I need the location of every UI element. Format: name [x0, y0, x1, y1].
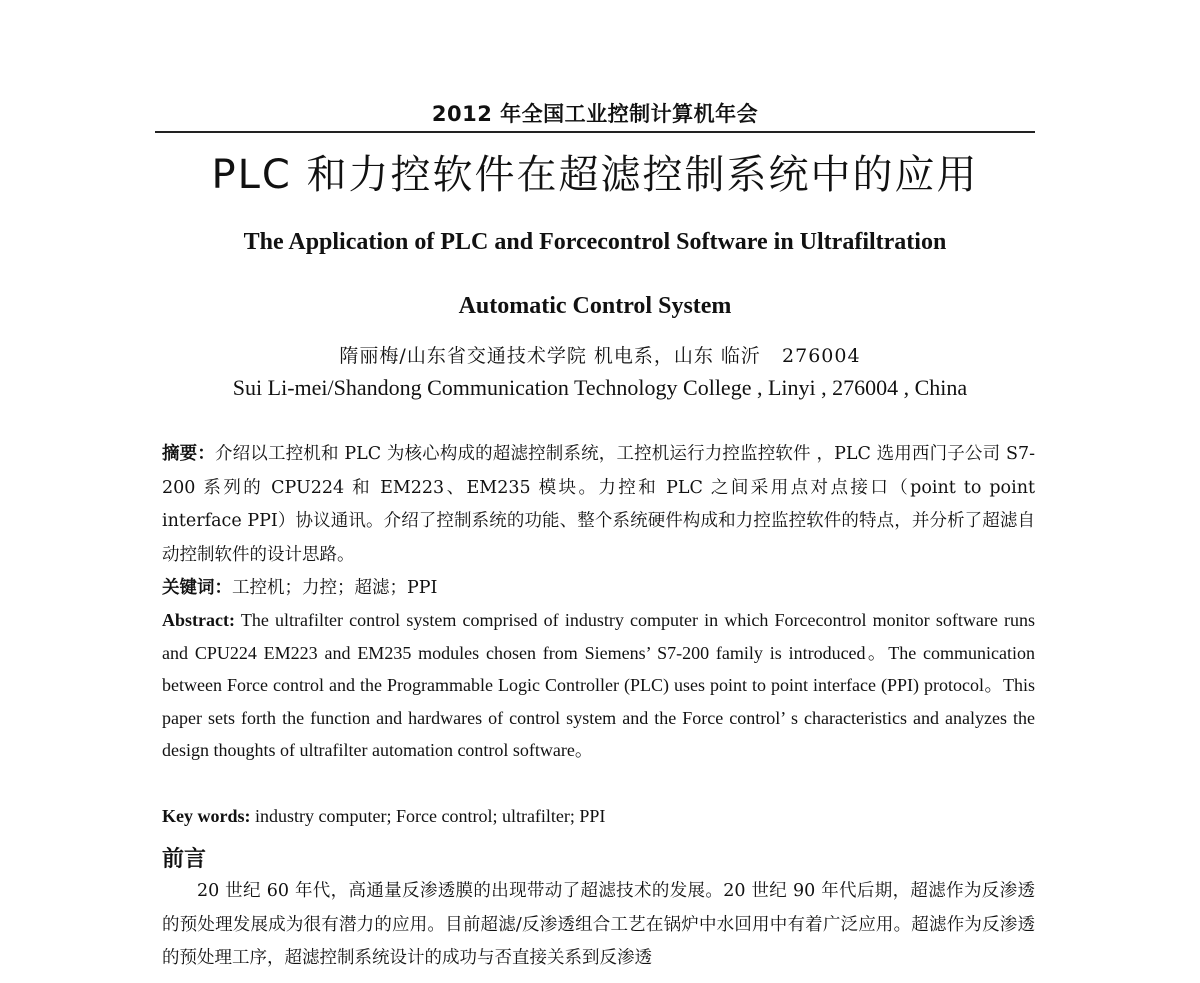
keywords-english-label: Key words: — [162, 806, 251, 826]
abstract-chinese-label: 摘要： — [162, 444, 215, 464]
title-english-line1: The Application of PLC and Forcecontrol Software in Ultrafiltration — [243, 229, 947, 255]
author-english: Sui Li-mei/Shandong Communication Technology College , Linyi , 276004 , China — [232, 375, 968, 400]
intro-paragraph: 20 世纪 60 年代，高通量反渗透膜的出现带动了超滤技术的发展。20 世纪 90 年代后期，超滤作为反渗透的预处理发展成为很有潜力的应用。目前超滤/反渗透组合工艺在锅炉中水回用中有着广泛应用。超滤作为反渗透的预处理工序，超滤控制系统设计的成功与否直接关系到反渗透 — [162, 881, 1035, 968]
abstract-chinese — [162, 438, 1035, 572]
section-heading: 前言 — [162, 847, 207, 872]
keywords-chinese-text: 工控机；力控；超滤；PPI — [232, 578, 438, 598]
conference-header: 2012 年全国工业控制计算机年会 — [431, 102, 759, 126]
abstract-english-text: The ultrafilter control system comprised of industry computer in which Forcecontrol monitor software runs and CPU224 EM223 and EM235 modules chosen from Siemens’ S7-200 family is introduced。The communication between Force control and the Programmable Logic Controller (PLC) uses point to point interface (PPI) protocol。This paper sets forth the function and hardwares of control system and the Force control’ s characteristics and analyzes the design thoughts of ultrafilter automation control software。 — [162, 610, 1035, 761]
abstract-chinese-text: 介绍以工控机和 PLC 为核心构成的超滤控制系统，工控机运行力控监控软件 ，PLC 选用西门子公司 S7-200 系列的 CPU224 和 EM223、EM235 模块。力控和 PLC 之间采用点对点接口（point to point interface PPI）协议通讯。介绍了控制系统的功能、整个系统硬件构成和力控监控软件的特点，并分析了超滤自动控制软件的设计思路。 — [162, 444, 1035, 565]
author-chinese: 隋丽梅/山东省交通技术学院 机电系，山东 临沂 276004 — [339, 345, 861, 367]
title-english-line2: Automatic Control System — [458, 293, 732, 319]
keywords-english — [162, 800, 1035, 833]
header-rule — [155, 131, 1035, 133]
keywords-chinese-label: 关键词： — [162, 578, 232, 598]
abstract-english-label: Abstract: — [162, 610, 235, 630]
title-chinese: PLC 和力控软件在超滤控制系统中的应用 — [211, 152, 979, 198]
keywords-english-text: industry computer; Force control; ultrafilter; PPI — [250, 806, 606, 826]
keywords-chinese — [162, 572, 1035, 606]
abstract-english — [162, 604, 1035, 767]
